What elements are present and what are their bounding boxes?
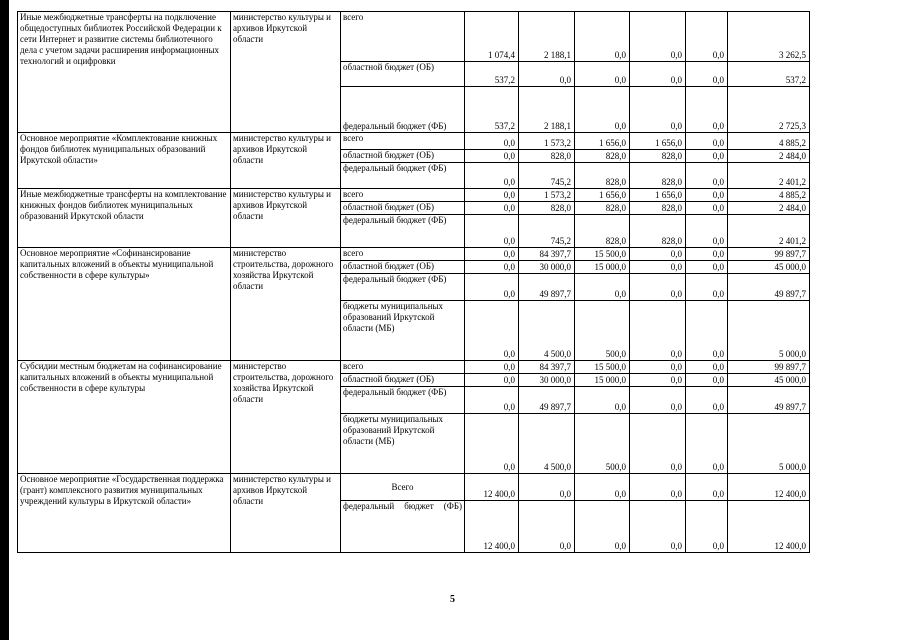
year-value-cell: 84 397,7 (519, 248, 575, 261)
total-value-cell: 49 897,7 (728, 274, 810, 301)
year-value-cell: 12 400,0 (465, 501, 519, 553)
funding-source-cell: федеральный бюджет (ФБ) (341, 215, 465, 248)
year-value-cell: 0,0 (630, 12, 686, 62)
funding-source-cell: всего (341, 133, 465, 150)
year-value-cell: 15 000,0 (575, 374, 630, 387)
year-value-cell: 828,0 (575, 202, 630, 215)
year-value-cell: 828,0 (630, 202, 686, 215)
year-value-cell: 0,0 (686, 474, 728, 501)
year-value-cell: 0,0 (630, 374, 686, 387)
year-value-cell: 0,0 (686, 248, 728, 261)
year-value-cell: 1 656,0 (575, 133, 630, 150)
measure-name-cell: Иные межбюджетные трансферты на комплектование книжных фондов библиотек муниципальных образований Иркутской области (18, 189, 231, 248)
funding-source-cell: областной бюджет (ОБ) (341, 261, 465, 274)
year-value-cell: 0,0 (575, 501, 630, 553)
year-value-cell: 0,0 (686, 12, 728, 62)
year-value-cell: 0,0 (575, 474, 630, 501)
year-value-cell: 0,0 (465, 261, 519, 274)
year-value-cell: 0,0 (465, 387, 519, 414)
year-value-cell: 0,0 (686, 189, 728, 202)
year-value-cell: 0,0 (575, 87, 630, 133)
year-value-cell: 0,0 (686, 261, 728, 274)
year-value-cell: 0,0 (630, 501, 686, 553)
table-row (18, 248, 810, 261)
executor-cell: министерство культуры и архивов Иркутской области (231, 133, 341, 189)
year-value-cell: 0,0 (686, 414, 728, 474)
table-row (18, 12, 810, 62)
total-value-cell: 45 000,0 (728, 374, 810, 387)
year-value-cell: 0,0 (519, 501, 575, 553)
funding-source-cell: федеральный бюджет (ФБ) (341, 501, 465, 553)
year-value-cell: 828,0 (575, 215, 630, 248)
total-value-cell: 2 725,3 (728, 87, 810, 133)
year-value-cell: 49 897,7 (519, 387, 575, 414)
year-value-cell: 537,2 (465, 62, 519, 87)
year-value-cell: 1 573,2 (519, 133, 575, 150)
year-value-cell: 15 000,0 (575, 261, 630, 274)
year-value-cell: 0,0 (686, 374, 728, 387)
executor-cell: министерство строительства, дорожного хозяйства Иркутской области (231, 248, 341, 361)
funding-source-cell: областной бюджет (ОБ) (341, 202, 465, 215)
executor-cell: министерство культуры и архивов Иркутской области (231, 189, 341, 248)
total-value-cell: 2 484,0 (728, 202, 810, 215)
year-value-cell: 30 000,0 (519, 261, 575, 274)
year-value-cell: 828,0 (519, 202, 575, 215)
year-value-cell: 0,0 (686, 62, 728, 87)
year-value-cell: 745,2 (519, 215, 575, 248)
year-value-cell: 15 500,0 (575, 248, 630, 261)
funding-source-cell: федеральный бюджет (ФБ) (341, 163, 465, 189)
year-value-cell: 828,0 (519, 150, 575, 163)
year-value-cell: 15 500,0 (575, 361, 630, 374)
year-value-cell: 0,0 (686, 274, 728, 301)
executor-cell: министерство строительства, дорожного хозяйства Иркутской области (231, 361, 341, 474)
funding-source-cell: Всего (341, 474, 465, 501)
year-value-cell: 0,0 (686, 301, 728, 361)
total-value-cell: 99 897,7 (728, 248, 810, 261)
year-value-cell: 1 656,0 (575, 189, 630, 202)
funding-source-cell: областной бюджет (ОБ) (341, 150, 465, 163)
year-value-cell: 0,0 (630, 301, 686, 361)
funding-source-cell: федеральный бюджет (ФБ) (341, 274, 465, 301)
year-value-cell: 2 188,1 (519, 12, 575, 62)
year-value-cell: 1 656,0 (630, 133, 686, 150)
year-value-cell: 0,0 (630, 274, 686, 301)
total-value-cell: 12 400,0 (728, 474, 810, 501)
year-value-cell: 0,0 (465, 189, 519, 202)
year-value-cell: 0,0 (630, 387, 686, 414)
total-value-cell: 2 401,2 (728, 215, 810, 248)
funding-source-cell: бюджеты муниципальных образований Иркутской области (МБ) (341, 301, 465, 361)
year-value-cell: 828,0 (575, 150, 630, 163)
year-value-cell: 0,0 (465, 215, 519, 248)
funding-source-cell: всего (341, 12, 465, 62)
funding-source-cell: бюджеты муниципальных образований Иркутской области (МБ) (341, 414, 465, 474)
year-value-cell: 0,0 (465, 374, 519, 387)
measure-name-cell: Основное мероприятие «Комплектование книжных фондов библиотек муниципальных образований Иркутской области» (18, 133, 231, 189)
year-value-cell: 0,0 (630, 261, 686, 274)
year-value-cell: 0,0 (630, 414, 686, 474)
budget-table-body (18, 12, 810, 553)
total-value-cell: 5 000,0 (728, 414, 810, 474)
year-value-cell: 1 573,2 (519, 189, 575, 202)
year-value-cell: 0,0 (686, 87, 728, 133)
funding-source-cell: всего (341, 248, 465, 261)
year-value-cell: 0,0 (465, 274, 519, 301)
year-value-cell: 0,0 (630, 87, 686, 133)
funding-source-cell: всего (341, 189, 465, 202)
year-value-cell: 0,0 (465, 248, 519, 261)
year-value-cell: 2 188,1 (519, 87, 575, 133)
year-value-cell: 0,0 (686, 215, 728, 248)
year-value-cell: 4 500,0 (519, 414, 575, 474)
funding-source-cell: федеральный бюджет (ФБ) (341, 87, 465, 133)
executor-cell: министерство культуры и архивов Иркутской области (231, 474, 341, 553)
table-row (18, 133, 810, 150)
year-value-cell: 0,0 (465, 414, 519, 474)
year-value-cell: 0,0 (575, 62, 630, 87)
funding-source-cell: областной бюджет (ОБ) (341, 374, 465, 387)
year-value-cell: 0,0 (686, 150, 728, 163)
year-value-cell: 4 500,0 (519, 301, 575, 361)
funding-source-cell: всего (341, 361, 465, 374)
total-value-cell: 537,2 (728, 62, 810, 87)
year-value-cell: 0,0 (630, 474, 686, 501)
year-value-cell: 1 656,0 (630, 189, 686, 202)
total-value-cell: 2 401,2 (728, 163, 810, 189)
year-value-cell: 0,0 (630, 248, 686, 261)
total-value-cell: 3 262,5 (728, 12, 810, 62)
total-value-cell: 45 000,0 (728, 261, 810, 274)
year-value-cell: 745,2 (519, 163, 575, 189)
measure-name-cell: Иные межбюджетные трансферты на подключение общедоступных библиотек Российской Федерации к сети Интернет и развитие системы библиотечного дела с учетом задачи расширения информационных технологий и оцифровки (18, 12, 231, 133)
year-value-cell: 537,2 (465, 87, 519, 133)
year-value-cell: 828,0 (575, 163, 630, 189)
year-value-cell: 0,0 (465, 301, 519, 361)
year-value-cell: 828,0 (630, 150, 686, 163)
year-value-cell: 0,0 (686, 361, 728, 374)
total-value-cell: 12 400,0 (728, 501, 810, 553)
measure-name-cell: Основное мероприятие «Софинансирование капитальных вложений в объекты муниципальной собственности в сфере культуры» (18, 248, 231, 361)
measure-name-cell: Основное мероприятие «Государственная поддержка (грант) комплексного развития муниципальных учреждений культуры в Иркутской области» (18, 474, 231, 553)
year-value-cell: 12 400,0 (465, 474, 519, 501)
funding-source-cell: областной бюджет (ОБ) (341, 62, 465, 87)
table-row (18, 474, 810, 501)
total-value-cell: 99 897,7 (728, 361, 810, 374)
year-value-cell: 828,0 (630, 163, 686, 189)
table-row (18, 189, 810, 202)
year-value-cell: 0,0 (686, 501, 728, 553)
total-value-cell: 4 885,2 (728, 133, 810, 150)
year-value-cell: 0,0 (465, 361, 519, 374)
year-value-cell: 0,0 (519, 62, 575, 87)
table-row (18, 361, 810, 374)
funding-source-cell: федеральный бюджет (ФБ) (341, 387, 465, 414)
year-value-cell: 0,0 (575, 387, 630, 414)
year-value-cell: 0,0 (686, 163, 728, 189)
executor-cell: министерство культуры и архивов Иркутской области (231, 12, 341, 133)
year-value-cell: 0,0 (465, 163, 519, 189)
year-value-cell: 0,0 (575, 274, 630, 301)
total-value-cell: 2 484,0 (728, 150, 810, 163)
year-value-cell: 84 397,7 (519, 361, 575, 374)
year-value-cell: 0,0 (465, 202, 519, 215)
year-value-cell: 0,0 (686, 387, 728, 414)
total-value-cell: 5 000,0 (728, 301, 810, 361)
year-value-cell: 0,0 (630, 62, 686, 87)
page-number: 5 (450, 594, 455, 605)
budget-table (17, 11, 810, 553)
year-value-cell: 30 000,0 (519, 374, 575, 387)
year-value-cell: 500,0 (575, 301, 630, 361)
total-value-cell: 49 897,7 (728, 387, 810, 414)
measure-name-cell: Субсидии местным бюджетам на софинансирование капитальных вложений в объекты муниципальной собственности в сфере культуры (18, 361, 231, 474)
year-value-cell: 500,0 (575, 414, 630, 474)
year-value-cell: 0,0 (630, 361, 686, 374)
scan-dark-edge (0, 0, 9, 640)
year-value-cell: 1 074,4 (465, 12, 519, 62)
year-value-cell: 0,0 (575, 12, 630, 62)
year-value-cell: 0,0 (465, 133, 519, 150)
year-value-cell: 49 897,7 (519, 274, 575, 301)
year-value-cell: 0,0 (519, 474, 575, 501)
year-value-cell: 0,0 (686, 133, 728, 150)
year-value-cell: 0,0 (465, 150, 519, 163)
year-value-cell: 828,0 (630, 215, 686, 248)
year-value-cell: 0,0 (686, 202, 728, 215)
total-value-cell: 4 885,2 (728, 189, 810, 202)
